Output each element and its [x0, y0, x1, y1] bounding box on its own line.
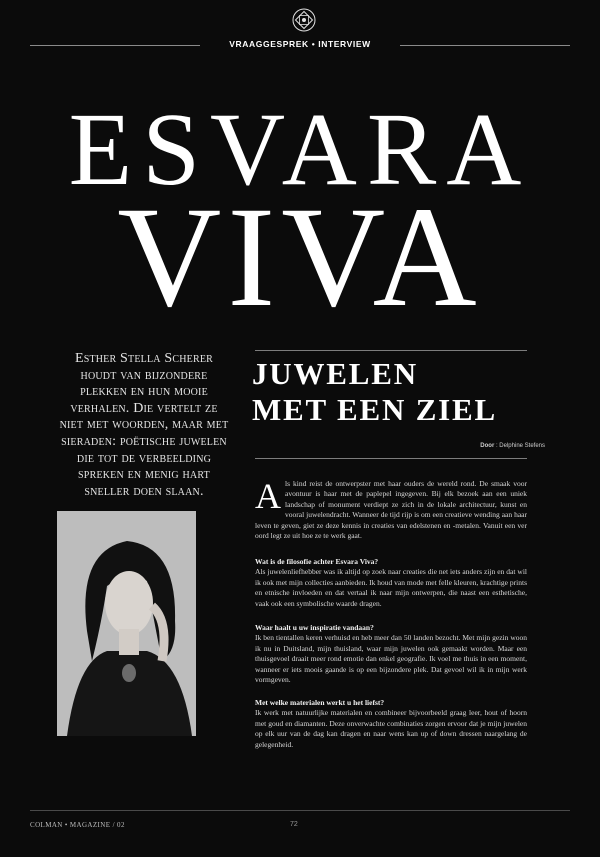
portrait-photo [57, 511, 196, 736]
qa-block-2 [255, 623, 527, 685]
byline [445, 443, 545, 449]
subtitle [252, 356, 517, 428]
byline-label: Door [480, 443, 495, 449]
intro-text: Esther Stella Scherer houdt van bijzondere plekken en hun mooie verhalen. Die vertelt ze niet met woorden, maar met sieraden: poëtische juwelen die tot de verbeelding spreken en menig hart sneller doen slaan. [59, 351, 229, 499]
question-2: Waar haalt u uw inspiratie vandaan? [255, 623, 374, 632]
title-line-1: ESVARA [68, 92, 532, 207]
answer-1: Als juwelenliefhebber was ik altijd op zoek naar creaties die net iets anders zijn en dat wil ik ook met mijn collecties aanbieden. Ik houd van mode met felle kleuren, krachtige prints en etnische invloeden en dat vertaal ik naar mijn ontwerpen, die naast een esthetische, vaak ook een symbolische waarde dragen. [255, 567, 527, 608]
section-label: VRAAGGESPREK • INTERVIEW [229, 39, 371, 49]
answer-3: Ik werk met natuurlijke materialen en combineer bijvoorbeeld graag leer, hout of hoorn met goud en diamanten. Deze onverwachte combinaties zorgen ervoor dat je mijn juwelen op elk uur van de dag kan dragen en naar wens kan up of down dressen naargelang de gelegenheid. [255, 708, 527, 749]
answer-2: Ik ben tientallen keren verhuisd en heb meer dan 50 landen bezocht. Met mijn gezin woon ik nu in Duitsland, mijn thuisland, waar mijn juwelen ook gemaakt worden. Maar een thuisgevoel draait meer rond emotie dan enkel geografie. Ik voel me thuis in een moment, wanneer er iets moois gaande is op een bijzondere plek. Dat gevoel wil ik in mijn werk vormgeven. [255, 633, 527, 685]
subtitle-rule-bottom [255, 458, 527, 459]
question-1: Wat is de filosofie achter Esvara Viva? [255, 557, 379, 566]
title-line-2: VIVA [117, 178, 483, 337]
subtitle-rule-top [255, 350, 527, 351]
lead-text: ls kind reist de ontwerpster met haar ouders de wereld rond. De smaak voor avontuur is haar met de paplepel ingegeven. Bij elk bezoek aan een uniek landschap of monument verdiept ze zich in de lokale architectuur, kunst en vooral juwelendracht. Wanneer de tijd rijp is om een creatieve wending aan haar leven te geven, giet ze deze kennis in creaties van edelstenen en -metalen. Vanuit een ver oord legt ze uit hoe ze te werk gaat. [255, 479, 527, 541]
footer-rule [30, 810, 570, 811]
question-3: Met welke materialen werkt u het liefst? [255, 698, 385, 707]
article-lead [255, 476, 527, 541]
subtitle-line-1: JUWELEN [252, 356, 418, 391]
page-number: 72 [290, 821, 298, 828]
subtitle-line-2: MET EEN ZIEL [252, 392, 497, 427]
ornament-logo-icon [292, 8, 316, 32]
dropcap: A [255, 476, 281, 516]
qa-block-3 [255, 698, 527, 750]
portrait-illustration [57, 511, 196, 736]
byline-author: : Delphine Stefens [495, 443, 545, 449]
footer-magazine: COLMAN • MAGAZINE / 02 [30, 821, 125, 829]
qa-block-1 [255, 557, 527, 609]
